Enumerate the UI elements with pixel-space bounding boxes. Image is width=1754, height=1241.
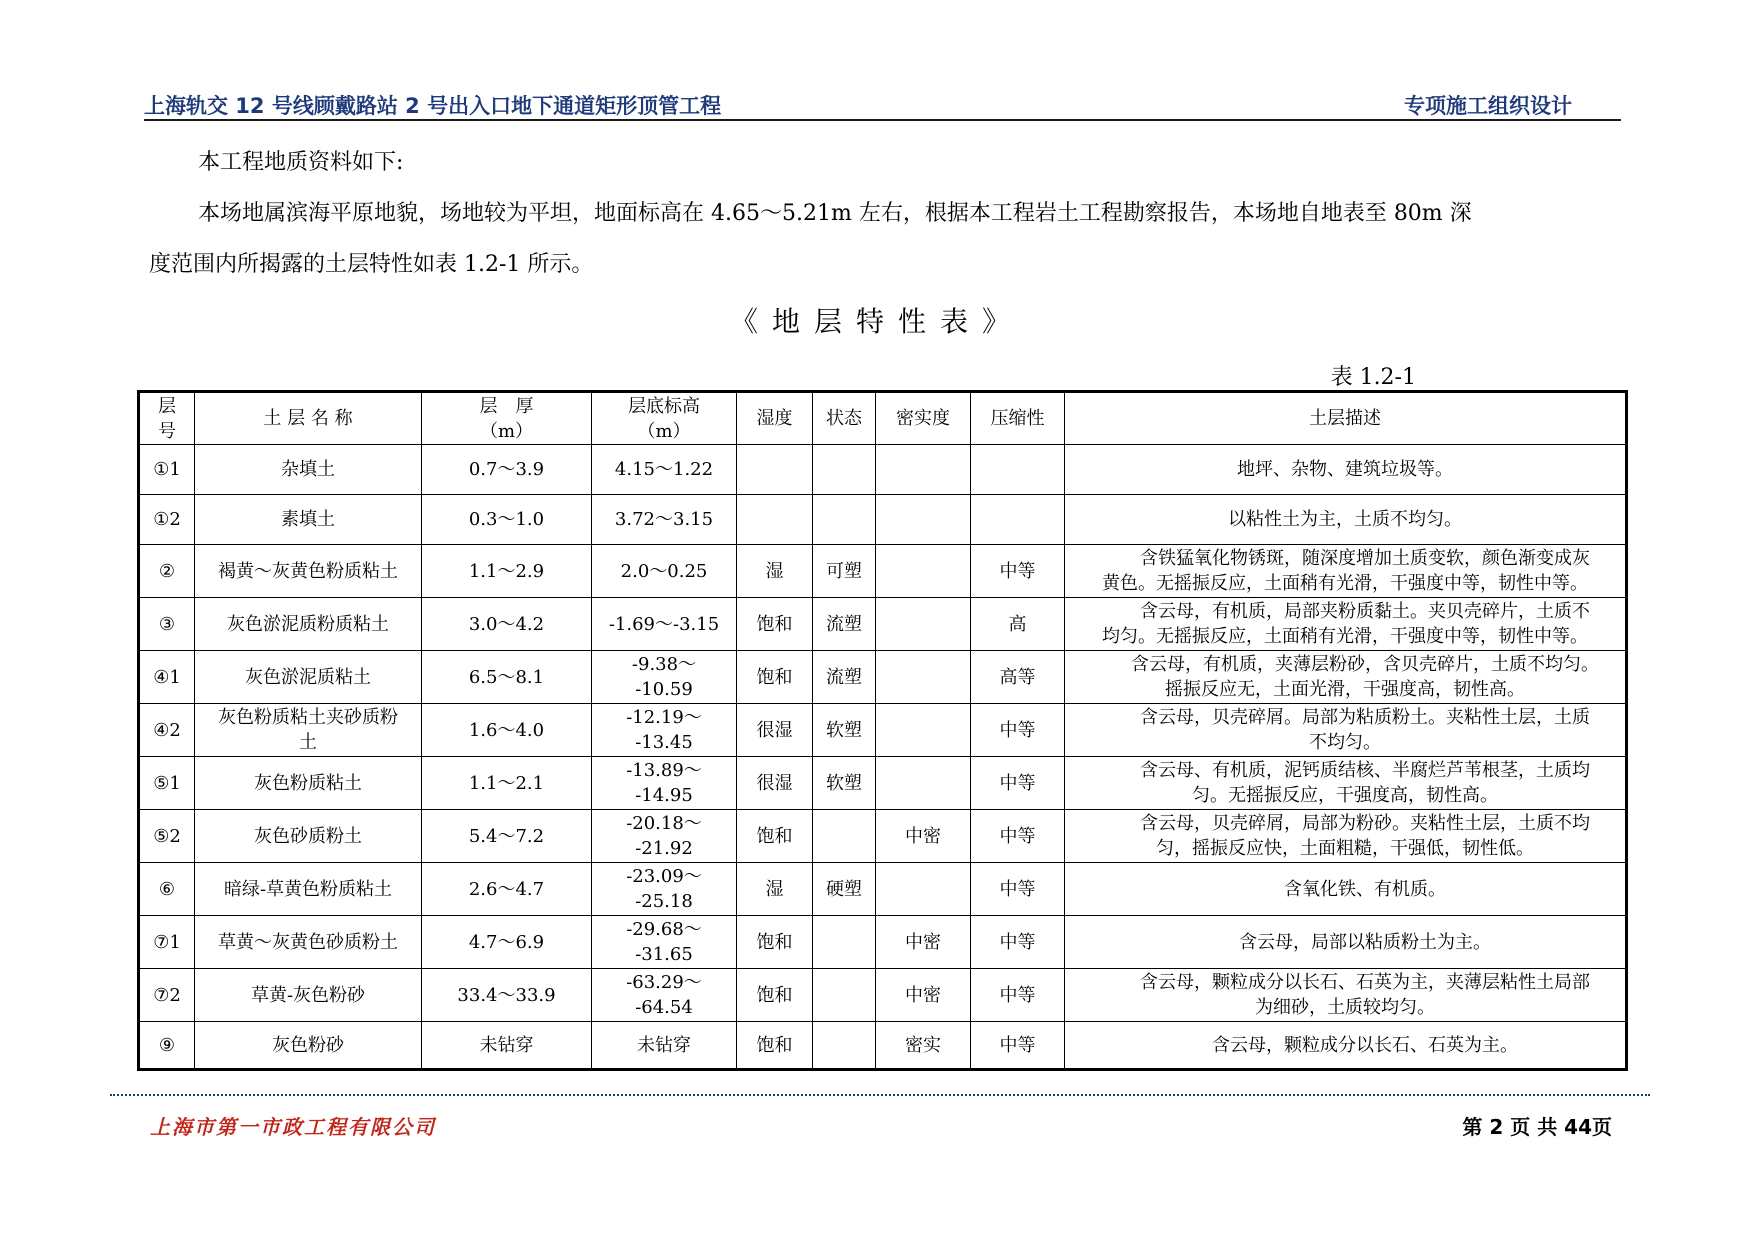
cell-humidity <box>737 495 813 545</box>
cell-thickness: 2.6～4.7 <box>422 863 592 916</box>
cell-thickness: 1.6～4.0 <box>422 704 592 757</box>
header-bottom-elevation: 层底标高 （m） <box>592 392 737 445</box>
cell-description: 含氧化铁、有机质。 <box>1065 863 1627 916</box>
cell-state <box>813 445 876 495</box>
cell-humidity: 很湿 <box>737 757 813 810</box>
cell-name: 灰色粉质粘土夹砂质粉 土 <box>195 704 422 757</box>
cell-state: 流塑 <box>813 651 876 704</box>
cell-compressibility: 中等 <box>971 545 1065 598</box>
cell-name: 灰色粉砂 <box>195 1022 422 1070</box>
cell-name: 灰色粉质粘土 <box>195 757 422 810</box>
cell-humidity: 饱和 <box>737 810 813 863</box>
cell-humidity: 湿 <box>737 545 813 598</box>
cell-density <box>876 704 971 757</box>
cell-thickness: 未钻穿 <box>422 1022 592 1070</box>
cell-compressibility: 中等 <box>971 1022 1065 1070</box>
cell-humidity: 饱和 <box>737 651 813 704</box>
cell-state <box>813 810 876 863</box>
project-title: 上海轨交 12 号线顾戴路站 2 号出入口地下通道矩形顶管工程 <box>144 94 722 118</box>
cell-description: 含云母，贝壳碎屑，局部为粉砂。夹粘性土层，土质不均 匀，摇振反应快，土面粗糙，干强低，韧性低。 <box>1065 810 1627 863</box>
page-number: 第 2 页 共 44页 <box>1462 1115 1612 1139</box>
geology-paragraph-line-1: 本场地属滨海平原地貌，场地较为平坦，地面标高在 4.65～5.21m 左右，根据本工程岩土工程勘察报告，本场地自地表至 80m 深 <box>198 201 1472 226</box>
cell-state <box>813 495 876 545</box>
cell-density <box>876 598 971 651</box>
cell-compressibility: 中等 <box>971 810 1065 863</box>
cell-density <box>876 495 971 545</box>
cell-bottom-elevation: 4.15～1.22 <box>592 445 737 495</box>
cell-name: 褐黄～灰黄色粉质粘土 <box>195 545 422 598</box>
cell-name: 灰色砂质粉土 <box>195 810 422 863</box>
cell-description: 地坪、杂物、建筑垃圾等。 <box>1065 445 1627 495</box>
cell-name: 灰色淤泥质粘土 <box>195 651 422 704</box>
cell-density: 中密 <box>876 916 971 969</box>
cell-compressibility: 高等 <box>971 651 1065 704</box>
table-row <box>139 969 1627 1022</box>
cell-layer-no: ①2 <box>139 495 195 545</box>
cell-state: 流塑 <box>813 598 876 651</box>
table-row <box>139 916 1627 969</box>
table-title: 《地层特性表》 <box>729 305 1024 338</box>
header-state: 状态 <box>813 392 876 445</box>
cell-bottom-elevation: -20.18～ -21.92 <box>592 810 737 863</box>
cell-state: 硬塑 <box>813 863 876 916</box>
page-header <box>144 84 1620 120</box>
header-compressibility: 压缩性 <box>971 392 1065 445</box>
cell-density: 中密 <box>876 969 971 1022</box>
cell-layer-no: ④1 <box>139 651 195 704</box>
cell-density <box>876 545 971 598</box>
table-row <box>139 495 1627 545</box>
cell-humidity: 湿 <box>737 863 813 916</box>
cell-description: 含云母，颗粒成分以长石、石英为主，夹薄层粘性土局部 为细砂，土质较均匀。 <box>1065 969 1627 1022</box>
cell-density <box>876 757 971 810</box>
cell-density <box>876 651 971 704</box>
header-thickness: 层 厚 （m） <box>422 392 592 445</box>
cell-name: 草黄～灰黄色砂质粉土 <box>195 916 422 969</box>
cell-state: 软塑 <box>813 757 876 810</box>
cell-humidity: 饱和 <box>737 598 813 651</box>
cell-thickness: 0.7～3.9 <box>422 445 592 495</box>
header-description: 土层描述 <box>1065 392 1627 445</box>
cell-humidity <box>737 445 813 495</box>
cell-thickness: 33.4～33.9 <box>422 969 592 1022</box>
cell-bottom-elevation: 未钻穿 <box>592 1022 737 1070</box>
cell-humidity: 饱和 <box>737 1022 813 1070</box>
table-row <box>139 598 1627 651</box>
cell-humidity: 很湿 <box>737 704 813 757</box>
cell-name: 灰色淤泥质粉质粘土 <box>195 598 422 651</box>
cell-description: 含云母，局部以粘质粉土为主。 <box>1065 916 1627 969</box>
cell-layer-no: ③ <box>139 598 195 651</box>
header-divider <box>144 119 1621 121</box>
document-type: 专项施工组织设计 <box>1404 94 1572 118</box>
cell-description: 含铁猛氧化物锈斑，随深度增加土质变软，颜色渐变成灰 黄色。无摇振反应，土面稍有光滑，干强度中等，韧性中等。 <box>1065 545 1627 598</box>
company-name: 上海市第一市政工程有限公司 <box>150 1115 436 1139</box>
cell-thickness: 1.1～2.1 <box>422 757 592 810</box>
table-row <box>139 810 1627 863</box>
cell-compressibility <box>971 495 1065 545</box>
cell-compressibility: 中等 <box>971 916 1065 969</box>
table-header-row <box>139 392 1627 445</box>
table-number: 表 1.2-1 <box>1330 365 1416 390</box>
cell-bottom-elevation: -9.38～ -10.59 <box>592 651 737 704</box>
cell-layer-no: ⑤2 <box>139 810 195 863</box>
cell-bottom-elevation: 2.0～0.25 <box>592 545 737 598</box>
cell-layer-no: ④2 <box>139 704 195 757</box>
cell-layer-no: ⑥ <box>139 863 195 916</box>
cell-bottom-elevation: -63.29～ -64.54 <box>592 969 737 1022</box>
cell-thickness: 5.4～7.2 <box>422 810 592 863</box>
cell-thickness: 1.1～2.9 <box>422 545 592 598</box>
table-row <box>139 545 1627 598</box>
cell-layer-no: ⑦2 <box>139 969 195 1022</box>
header-name: 土 层 名 称 <box>195 392 422 445</box>
geology-paragraph-line-2: 度范围内所揭露的土层特性如表 1.2-1 所示。 <box>149 252 594 277</box>
cell-bottom-elevation: -12.19～ -13.45 <box>592 704 737 757</box>
cell-layer-no: ⑤1 <box>139 757 195 810</box>
table-row <box>139 651 1627 704</box>
footer-divider <box>110 1094 1650 1096</box>
cell-description: 含云母、有机质，泥钙质结核、半腐烂芦苇根茎，土质均 匀。无摇振反应，干强度高，韧性高。 <box>1065 757 1627 810</box>
strata-table <box>137 390 1628 1071</box>
cell-bottom-elevation: 3.72～3.15 <box>592 495 737 545</box>
cell-bottom-elevation: -1.69～-3.15 <box>592 598 737 651</box>
cell-thickness: 6.5～8.1 <box>422 651 592 704</box>
table-row <box>139 757 1627 810</box>
cell-name: 素填土 <box>195 495 422 545</box>
cell-humidity: 饱和 <box>737 969 813 1022</box>
cell-density: 密实 <box>876 1022 971 1070</box>
cell-state <box>813 1022 876 1070</box>
cell-bottom-elevation: -29.68～ -31.65 <box>592 916 737 969</box>
table-row <box>139 863 1627 916</box>
cell-state <box>813 916 876 969</box>
cell-density: 中密 <box>876 810 971 863</box>
cell-state: 软塑 <box>813 704 876 757</box>
cell-compressibility <box>971 445 1065 495</box>
cell-compressibility: 中等 <box>971 969 1065 1022</box>
cell-description: 含云母，颗粒成分以长石、石英为主。 <box>1065 1022 1627 1070</box>
cell-description: 以粘性土为主，土质不均匀。 <box>1065 495 1627 545</box>
cell-compressibility: 中等 <box>971 863 1065 916</box>
cell-name: 草黄-灰色粉砂 <box>195 969 422 1022</box>
cell-description: 含云母，贝壳碎屑。局部为粘质粉土。夹粘性土层，土质 不均匀。 <box>1065 704 1627 757</box>
cell-layer-no: ② <box>139 545 195 598</box>
cell-thickness: 0.3～1.0 <box>422 495 592 545</box>
cell-name: 杂填土 <box>195 445 422 495</box>
cell-compressibility: 中等 <box>971 757 1065 810</box>
header-humidity: 湿度 <box>737 392 813 445</box>
header-density: 密实度 <box>876 392 971 445</box>
cell-density <box>876 863 971 916</box>
cell-compressibility: 高 <box>971 598 1065 651</box>
table-row <box>139 1022 1627 1070</box>
cell-density <box>876 445 971 495</box>
table-row <box>139 445 1627 495</box>
cell-state: 可塑 <box>813 545 876 598</box>
cell-humidity: 饱和 <box>737 916 813 969</box>
table-row <box>139 704 1627 757</box>
cell-description: 含云母，有机质，夹薄层粉砂，含贝壳碎片，土质不均匀。 摇振反应无，土面光滑，干强度高，韧性高。 <box>1065 651 1627 704</box>
cell-layer-no: ⑦1 <box>139 916 195 969</box>
cell-bottom-elevation: -13.89～ -14.95 <box>592 757 737 810</box>
cell-state <box>813 969 876 1022</box>
cell-compressibility: 中等 <box>971 704 1065 757</box>
cell-layer-no: ⑨ <box>139 1022 195 1070</box>
cell-thickness: 4.7～6.9 <box>422 916 592 969</box>
header-layer-no: 层 号 <box>139 392 195 445</box>
cell-bottom-elevation: -23.09～ -25.18 <box>592 863 737 916</box>
cell-layer-no: ①1 <box>139 445 195 495</box>
cell-name: 暗绿-草黄色粉质粘土 <box>195 863 422 916</box>
cell-thickness: 3.0～4.2 <box>422 598 592 651</box>
intro-paragraph: 本工程地质资料如下: <box>198 150 404 175</box>
cell-description: 含云母，有机质，局部夹粉质黏土。夹贝壳碎片，土质不 均匀。无摇振反应，土面稍有光滑，干强度中等，韧性中等。 <box>1065 598 1627 651</box>
